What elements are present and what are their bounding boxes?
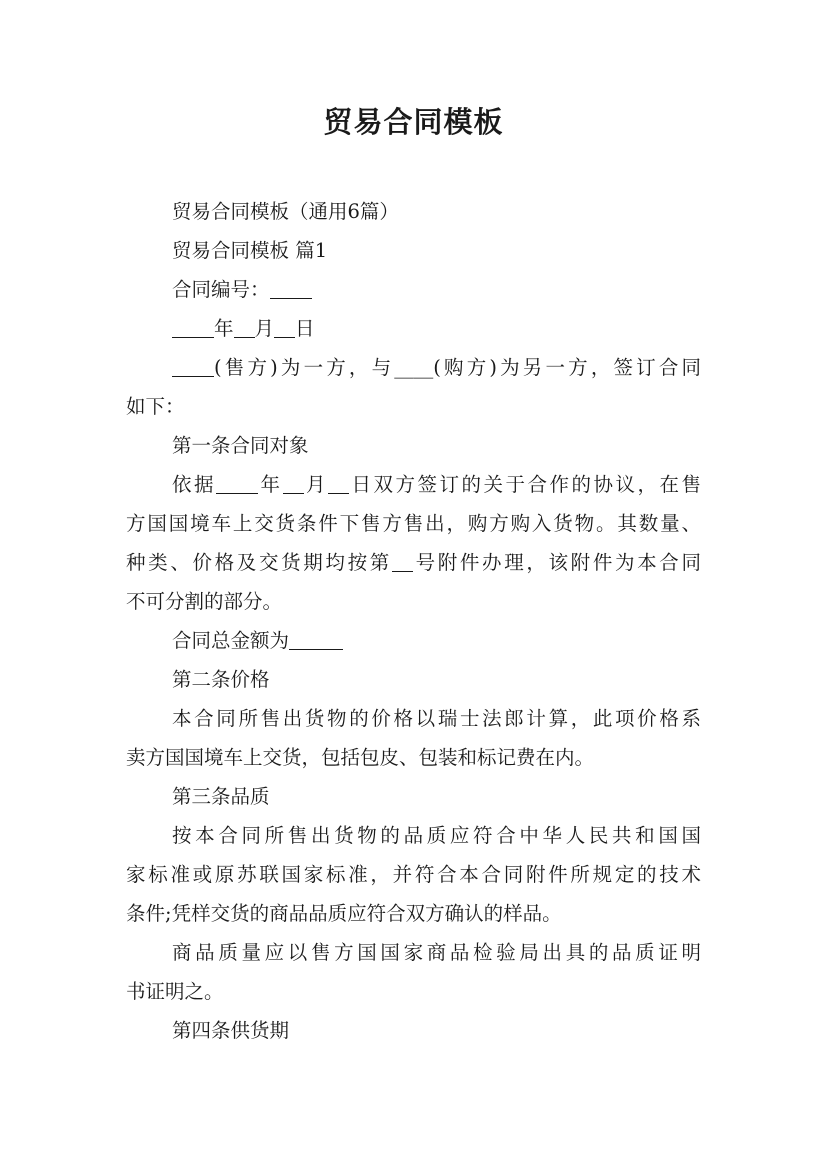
blank-field	[172, 318, 214, 338]
line-text: 第四条供货期	[172, 1019, 290, 1042]
paragraph-line	[126, 933, 701, 972]
line-text: 日	[295, 317, 315, 340]
line-text: 依据	[172, 473, 216, 496]
paragraph-parties-cont	[126, 387, 701, 426]
line-text: 日双方签订的关于合作的协议，在售	[349, 473, 701, 496]
article-heading	[126, 1011, 701, 1050]
line-text: 合同总金额为	[172, 629, 290, 652]
paragraph-line	[126, 699, 701, 738]
line-text: 贸易合同模板 篇1	[172, 239, 328, 262]
paragraph-parties	[126, 348, 701, 387]
blank-field	[270, 279, 312, 299]
blank-field	[216, 474, 258, 494]
line-text: 年	[214, 317, 234, 340]
paragraph-line	[126, 816, 701, 855]
article-heading	[126, 426, 701, 465]
line-text: (售方)为一方，与____(购方)为另一方，签订合同	[214, 356, 701, 379]
line-text: 卖方国国境车上交货，包括包皮、包装和标记费在内。	[126, 746, 595, 769]
line-text: 年	[258, 473, 283, 496]
paragraph-date	[126, 309, 701, 348]
line-text: 第二条价格	[172, 668, 270, 691]
line-text: 家标准或原苏联国家标准，并符合本合同附件所规定的技术	[126, 863, 701, 886]
line-text: 种类、价格及交货期均按第	[126, 551, 392, 574]
line-text: 书证明之。	[126, 980, 224, 1003]
paragraph-line	[126, 855, 701, 894]
paragraph-line	[126, 465, 701, 504]
blank-field	[392, 552, 413, 572]
paragraph-contract-number	[126, 270, 701, 309]
paragraph-line	[126, 972, 701, 1011]
blank-field	[172, 357, 214, 377]
paragraph-subtitle	[126, 192, 701, 231]
paragraph-section-heading	[126, 231, 701, 270]
blank-field	[283, 474, 304, 494]
line-text: 第三条品质	[172, 785, 270, 808]
line-text: 条件;凭样交货的商品品质应符合双方确认的样品。	[126, 902, 562, 925]
paragraph-line	[126, 543, 701, 582]
blank-field	[289, 630, 343, 650]
line-text: 第一条合同对象	[172, 434, 309, 457]
line-text: 月	[303, 473, 328, 496]
line-text: 月	[254, 317, 275, 340]
line-text: 方国国境车上交货条件下售方售出，购方购入货物。其数量、	[126, 512, 701, 535]
line-text: 不可分割的部分。	[126, 590, 283, 613]
line-text: 号附件办理，该附件为本合同	[412, 551, 701, 574]
article-heading	[126, 777, 701, 816]
blank-field	[234, 318, 255, 338]
paragraph-total-amount	[126, 621, 701, 660]
paragraph-line	[126, 894, 701, 933]
blank-field	[328, 474, 349, 494]
line-text: 本合同所售出货物的价格以瑞士法郎计算，此项价格系	[172, 707, 701, 730]
line-text: 按本合同所售出货物的品质应符合中华人民共和国国	[172, 824, 701, 847]
line-text: 如下：	[126, 395, 185, 418]
document-body	[126, 192, 701, 1050]
line-text: 贸易合同模板（通用6篇）	[172, 200, 399, 223]
paragraph-line	[126, 582, 701, 621]
blank-field	[274, 318, 295, 338]
document-title: 贸易合同模板	[323, 105, 504, 139]
paragraph-line	[126, 504, 701, 543]
paragraph-line	[126, 738, 701, 777]
article-heading	[126, 660, 701, 699]
line-text: 商品质量应以售方国国家商品检验局出具的品质证明	[172, 941, 701, 964]
line-text: 合同编号：	[172, 278, 270, 301]
